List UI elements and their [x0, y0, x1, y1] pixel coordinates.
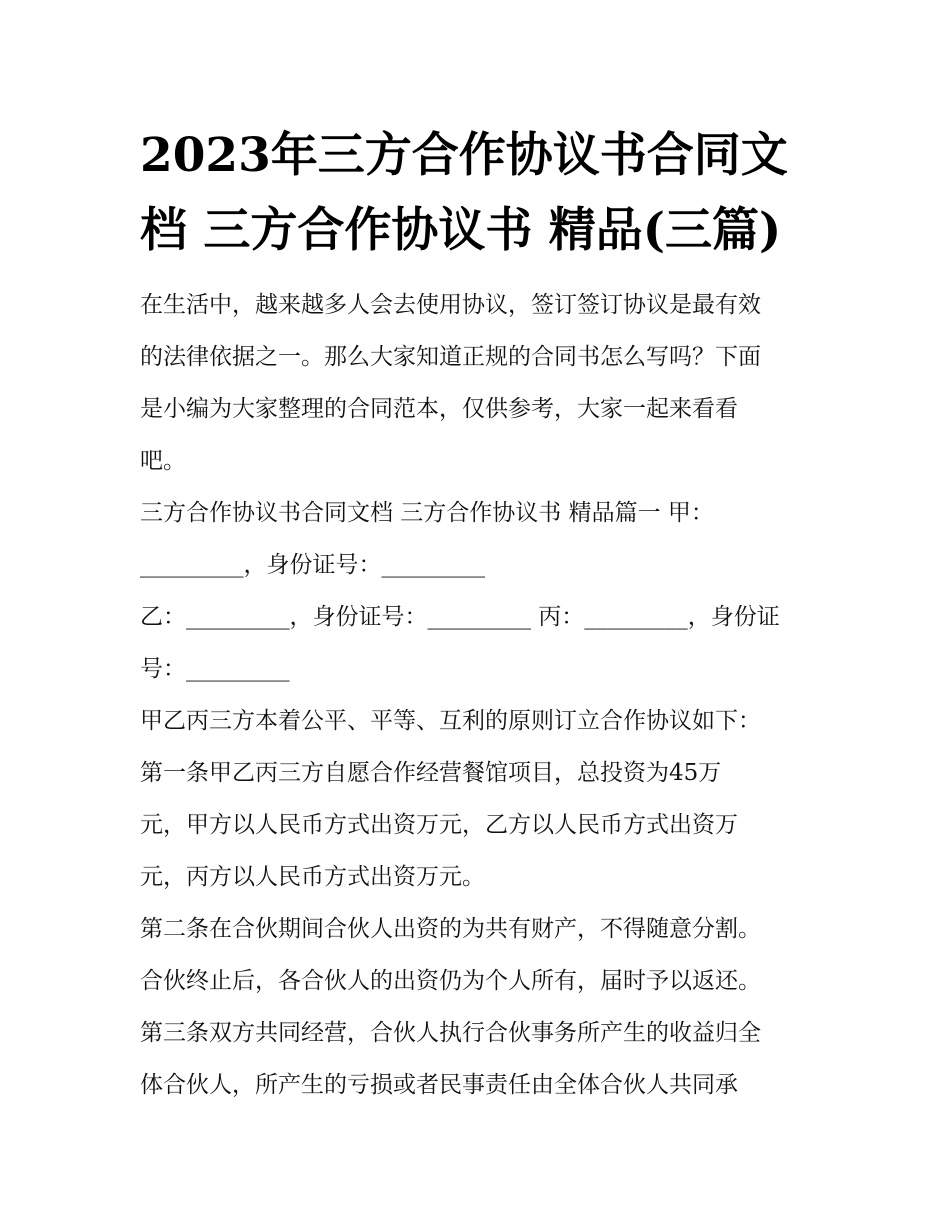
body-line: 元，甲方以人民币方式出资万元，乙方以人民币方式出资万 — [140, 812, 738, 838]
body-line: 的法律依据之一。那么大家知道正规的合同书怎么写吗？下面 — [140, 344, 761, 370]
body-line: 合伙终止后，各合伙人的出资仍为个人所有，届时予以返还。 — [140, 968, 761, 994]
body-line: 体合伙人，所产生的亏损或者民事责任由全体合伙人共同承 — [140, 1072, 738, 1098]
title-line: 档 三方合作协议书 精品(三篇) — [140, 203, 782, 258]
body-line: 第三条双方共同经营，合伙人执行合伙事务所产生的收益归全 — [140, 1020, 761, 1046]
body-line: 三方合作协议书合同文档 三方合作协议书 精品篇一 甲： — [140, 500, 714, 526]
body-line: 号：_________ — [140, 656, 290, 682]
document-body — [140, 279, 840, 1111]
body-line: 第二条在合伙期间合伙人出资的为共有财产，不得随意分割。 — [140, 916, 761, 942]
body-line: 甲乙丙三方本着公平、平等、互利的原则订立合作协议如下： — [140, 708, 761, 734]
body-line: 乙：_________，身份证号：_________ 丙：_________，身份证 — [140, 604, 780, 630]
body-line: 是小编为大家整理的合同范本，仅供参考，大家一起来看看 — [140, 396, 738, 422]
body-line: 在生活中，越来越多人会去使用协议，签订签订协议是最有效 — [140, 292, 761, 318]
body-line: 元，丙方以人民币方式出资万元。 — [140, 864, 485, 890]
title-line: 2023年三方合作协议书合同文 — [140, 128, 788, 183]
body-line: _________，身份证号：_________ — [140, 552, 485, 578]
body-line: 吧。 — [140, 448, 186, 474]
body-line: 第一条甲乙丙三方自愿合作经营餐馆项目，总投资为45万 — [140, 760, 722, 786]
document-title — [140, 118, 840, 268]
